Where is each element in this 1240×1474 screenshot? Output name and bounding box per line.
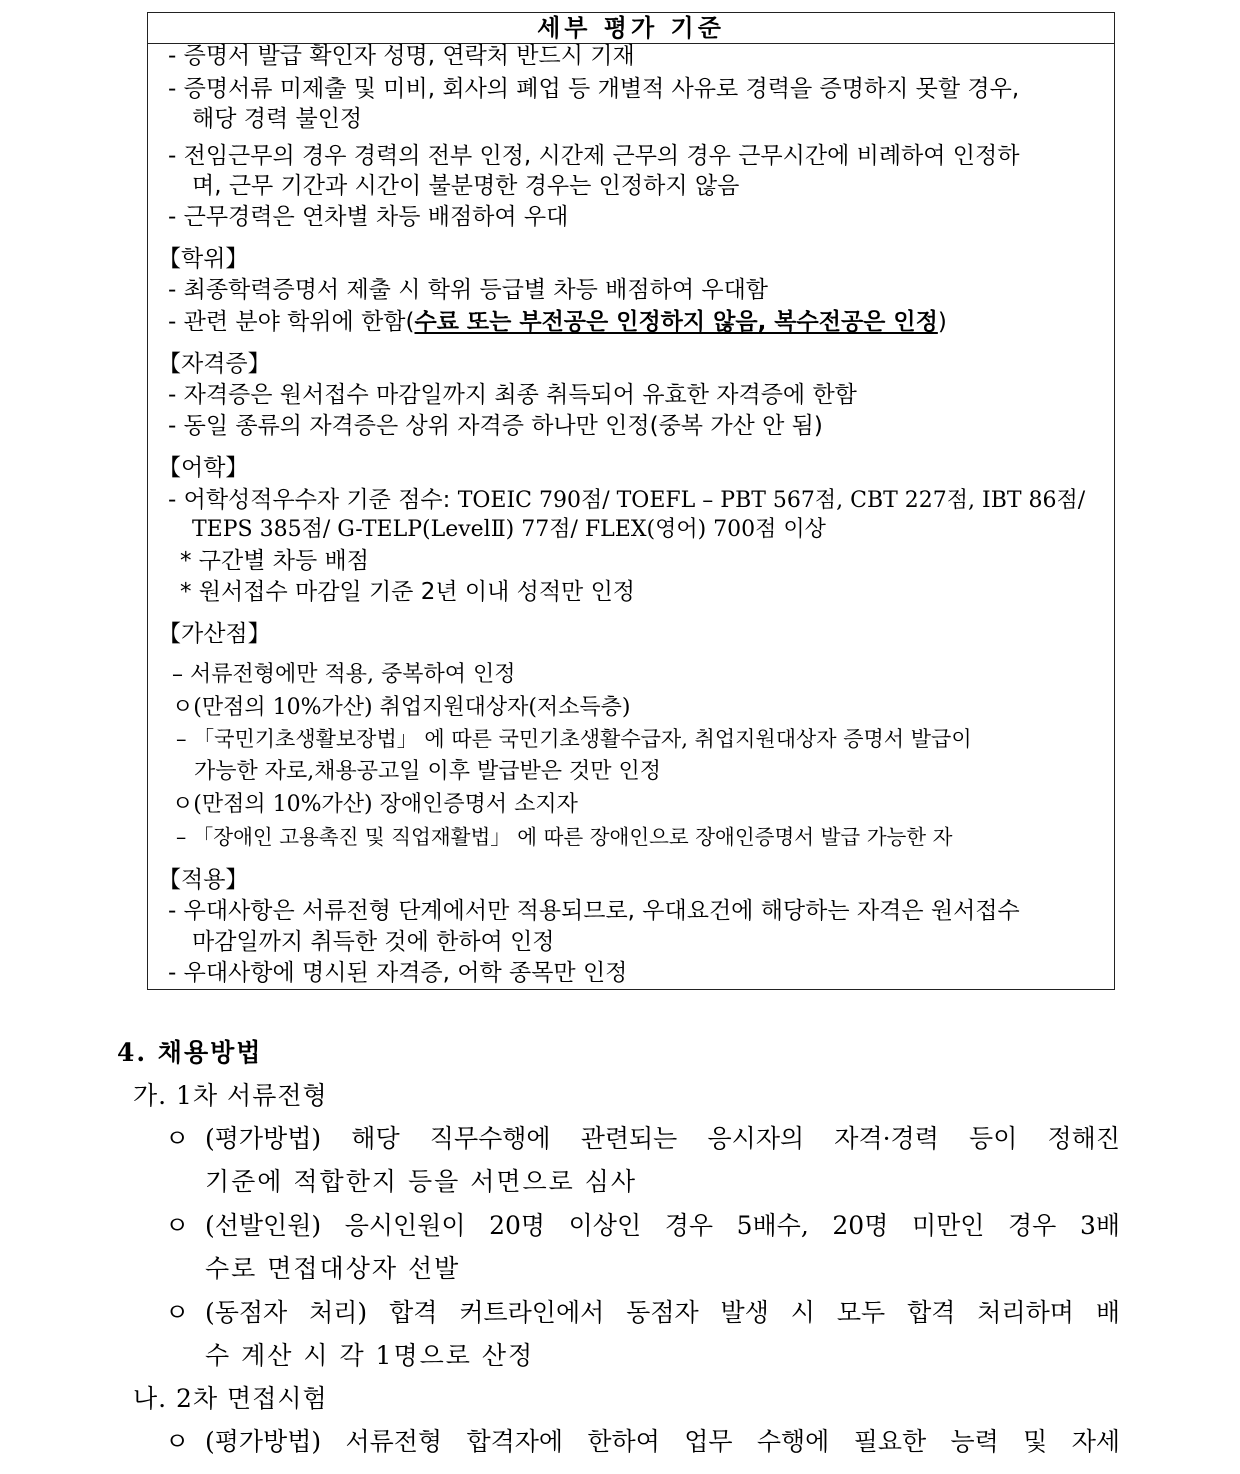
step1-item-line: (선발인원) 응시인원이 20명 이상인 경우 5배수, 20명 미만인 경우 3배 [205, 1211, 1120, 1240]
bonus-line: 가능한 자로,채용공고일 이후 발급받은 것만 인정 [194, 759, 662, 784]
application-line: - 우대사항에 명시된 자격증, 어학 종목만 인정 [168, 960, 628, 986]
degree-title: 【학위】 [158, 246, 249, 272]
language-line: TEPS 385점/ G-TELP(LevelⅡ) 77점/ FLEX(영어) 700점 이상 [192, 517, 826, 542]
criteria-table-header: 세부 평가 기준 [148, 13, 1114, 44]
career-line: - 증명서류 미제출 및 미비, 회사의 폐업 등 개별적 사유로 경력을 증명하지 못할 경우, [168, 76, 1020, 102]
certificate-line: - 자격증은 원서접수 마감일까지 최종 취득되어 유효한 자격증에 한함 [168, 382, 857, 408]
language-note: * 원서접수 마감일 기준 2년 이내 성적만 인정 [180, 579, 636, 605]
degree-line: - 최종학력증명서 제출 시 학위 등급별 차등 배점하여 우대함 [168, 277, 769, 303]
step2-item-line: (평가방법) 서류전형 합격자에 한하여 업무 수행에 필요한 능력 및 자세 [205, 1427, 1120, 1456]
career-line: 해당 경력 불인정 [192, 106, 363, 132]
degree-line: - 관련 분야 학위에 한함(수료 또는 부전공은 인정하지 않음, 복수전공은 인정) [168, 309, 947, 335]
degree-emphasis: 수료 또는 부전공은 인정하지 않음, 복수전공은 인정 [414, 309, 938, 335]
career-line: - 근무경력은 연차별 차등 배점하여 우대 [168, 204, 569, 230]
bonus-line: ㅇ(만점의 10%가산) 취업지원대상자(저소득층) [172, 695, 631, 720]
step2-title: 나. 2차 면접시험 [133, 1384, 328, 1413]
language-note: * 구간별 차등 배점 [180, 548, 369, 574]
career-line: 며, 근무 기간과 시간이 불분명한 경우는 인정하지 않음 [192, 173, 740, 199]
application-line: 마감일까지 취득한 것에 한하여 인정 [192, 929, 555, 955]
bullet-icon: ㅇ [165, 1124, 190, 1153]
bonus-line: – 「장애인 고용촉진 및 직업재활법」 에 따른 장애인으로 장애인증명서 발급 가능한 자 [176, 825, 953, 849]
bullet-icon: ㅇ [165, 1211, 190, 1240]
criteria-table [147, 12, 1115, 990]
section-heading: 4. 채용방법 [117, 1038, 263, 1067]
career-line: - 증명서 발급 확인자 성명, 연락처 반드시 기재 [168, 43, 635, 69]
step1-item-line: 기준에 적합한지 등을 서면으로 심사 [205, 1167, 638, 1196]
language-title: 【어학】 [158, 455, 249, 481]
career-line: - 전임근무의 경우 경력의 전부 인정, 시간제 근무의 경우 근무시간에 비례하여 인정하 [168, 143, 1020, 169]
step1-item-line: 수 계산 시 각 1명으로 산정 [205, 1341, 535, 1370]
application-line: - 우대사항은 서류전형 단계에서만 적용되므로, 우대요건에 해당하는 자격은 원서접수 [168, 898, 1020, 924]
certificate-title: 【자격증】 [158, 351, 271, 377]
step1-item-line: (동점자 처리) 합격 커트라인에서 동점자 발생 시 모두 합격 처리하며 배 [205, 1298, 1120, 1327]
step1-item-line: 수로 면접대상자 선발 [205, 1254, 461, 1283]
bonus-line: ㅇ(만점의 10%가산) 장애인증명서 소지자 [172, 792, 578, 817]
step1-item-line: (평가방법) 해당 직무수행에 관련되는 응시자의 자격·경력 등이 정해진 [205, 1124, 1120, 1153]
certificate-line: - 동일 종류의 자격증은 상위 자격증 하나만 인정(중복 가산 안 됨) [168, 413, 823, 439]
bullet-icon: ㅇ [165, 1298, 190, 1327]
step1-title: 가. 1차 서류전형 [133, 1081, 328, 1110]
bonus-line: – 「국민기초생활보장법」 에 따른 국민기초생활수급자, 취업지원대상자 증명서 발급이 [176, 727, 972, 751]
bonus-title: 【가산점】 [158, 621, 271, 647]
bullet-icon: ㅇ [165, 1427, 190, 1456]
bonus-line: – 서류전형에만 적용, 중복하여 인정 [172, 662, 516, 687]
language-line: - 어학성적우수자 기준 점수: TOEIC 790점/ TOEFL – PBT 567점, CBT 227점, IBT 86점/ [168, 487, 1086, 513]
application-title: 【적용】 [158, 867, 249, 893]
